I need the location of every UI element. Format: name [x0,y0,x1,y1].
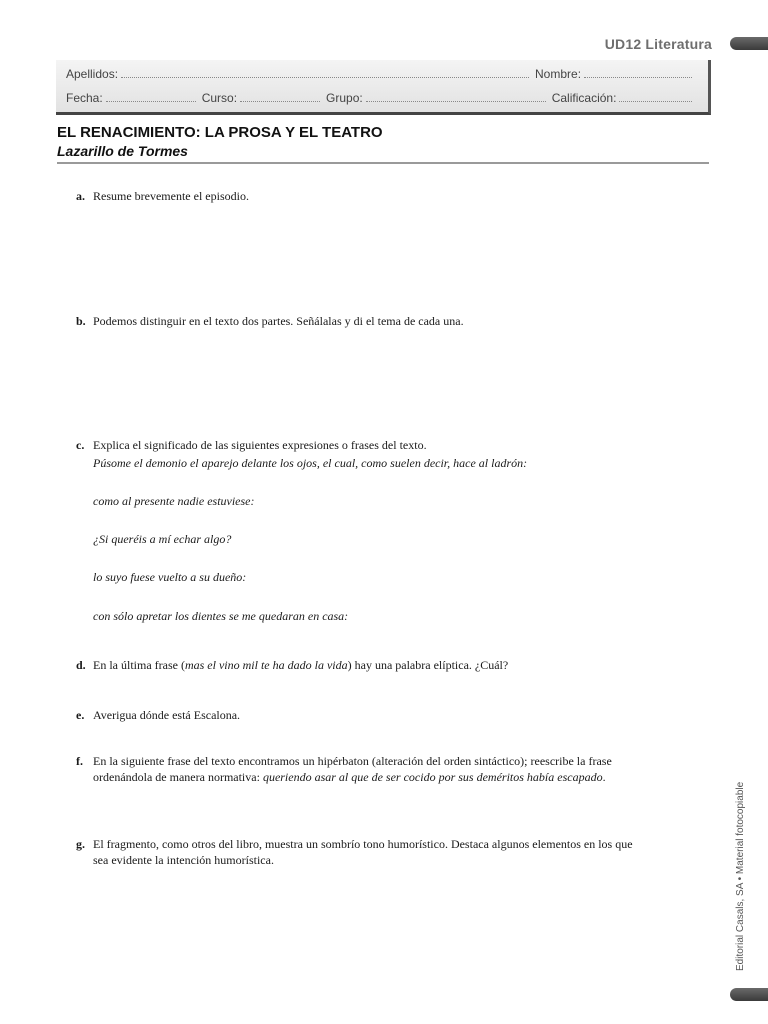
calificacion-field[interactable] [619,91,692,102]
quoted-phrase: mas el vino mil te ha dado la vida [184,658,348,672]
question-text-start: En la última frase ( [93,658,185,672]
nombre-field[interactable] [584,67,692,78]
question-text: Podemos distinguir en el texto dos partes. Señálalas y di el tema de cada una. [93,314,464,328]
question-d [76,657,646,673]
quoted-phrase: queriendo asar al que de ser cocido por sus deméritos había escapado [262,770,603,784]
question-letter: a. [76,189,85,203]
grupo-label: Grupo: [326,91,363,105]
question-text: El fragmento, como otros del libro, muestra un sombrío tono humorístico. Destaca algunos elementos en los que sea evidente la intención humorística. [93,837,633,867]
unit-label [605,36,712,52]
question-text: Explica el significado de las siguientes expresiones o frases del texto. [93,438,427,452]
expression-4: lo suyo fuese vuelto a su dueño: [93,570,247,584]
question-letter: d. [76,658,86,672]
nombre-label: Nombre: [535,67,582,81]
copyright-sidebar [735,782,746,971]
unit-number: UD12 [604,36,642,52]
bullet-separator: • [735,876,746,881]
student-info-box [56,60,711,115]
publisher-name: Editorial Casals, SA [735,883,746,971]
question-text [93,657,646,673]
subject-name: Literatura [645,36,712,52]
title-divider [57,162,709,164]
page-tab-top [730,37,768,50]
expression-1: Púsome el demonio el aparejo delante los ojos, el cual, como suelen decir, hace al ladrón: [93,456,528,470]
page-subtitle: Lazarillo de Tormes [57,143,188,159]
expression-2: como al presente nadie estuviese: [93,494,255,508]
question-text-start: En la siguiente frase del texto encontramos un hipérbaton (alteración del orden sintáctico); reescribe la frase ordenándola de manera normativa: [93,754,612,784]
question-letter: c. [76,438,85,452]
question-text: Averigua dónde está Escalona. [93,708,241,722]
fecha-label: Fecha: [66,91,103,105]
info-row-1 [66,67,698,81]
question-f [76,753,646,785]
question-text [93,753,646,785]
expression-5: con sólo apretar los dientes se me quedaran en casa: [93,609,349,623]
question-letter: b. [76,314,86,328]
apellidos-label: Apellidos: [66,67,119,81]
question-a [76,188,646,204]
question-text: Resume brevemente el episodio. [93,189,249,203]
question-g [76,836,646,868]
curso-field[interactable] [240,91,320,102]
question-c [76,437,646,453]
fecha-field[interactable] [106,91,196,102]
apellidos-field[interactable] [121,67,529,78]
question-text-end: ) hay una palabra elíptica. ¿Cuál? [347,658,509,672]
question-b [76,313,646,329]
page-tab-bottom [730,988,768,1001]
calificacion-label: Calificación: [551,91,617,105]
question-letter: f. [76,754,83,768]
question-letter: g. [76,837,85,851]
page-title: EL RENACIMIENTO: LA PROSA Y EL TEATRO [57,124,383,141]
info-row-2 [66,91,698,105]
question-e [76,707,646,723]
grupo-field[interactable] [366,91,546,102]
question-letter: e. [76,708,85,722]
curso-label: Curso: [201,91,238,105]
photocopy-note: Material fotocopiable [735,781,746,875]
question-text-end: . [602,770,606,784]
expression-3: ¿Si queréis a mí echar algo? [93,532,232,546]
